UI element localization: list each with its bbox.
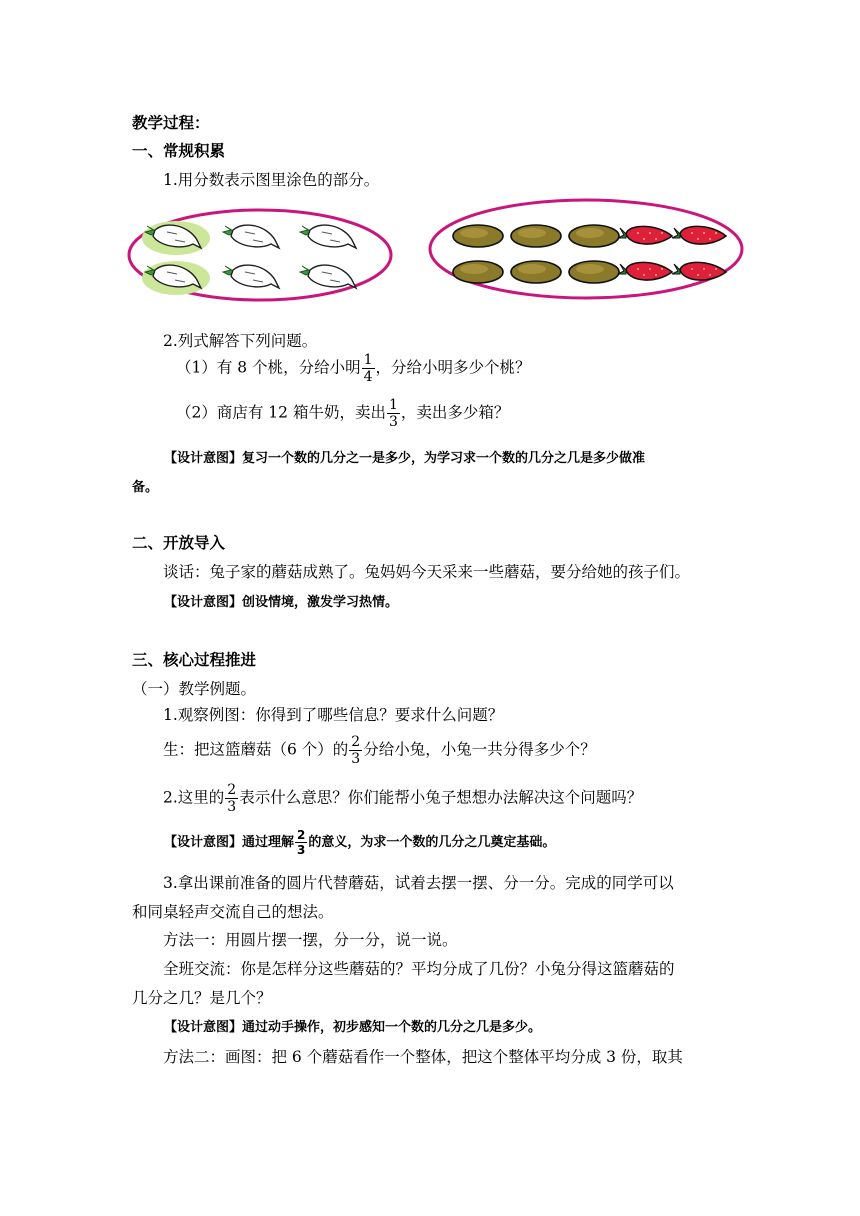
question-1: 1.用分数表示图里涂色的部分。 [163, 171, 380, 189]
section3-p6-line1: 全班交流：你是怎样分这些蘑菇的？平均分成了几份？小兔分得这篮蘑菇的 [163, 960, 675, 978]
section3-p2: 生：把这篮蘑菇（6 个）的 $\frac{2}{3}$ 分给小兔，小兔一共分得多少个？ [163, 734, 596, 767]
design-note-3: 【设计意图】通过理解 $\frac{2}{3}$ 的意义，为求一个数的几分之几奠定基础。 [164, 828, 556, 857]
section3-p3: 2.这里的 $\frac{2}{3}$ 表示什么意思？你们能帮小兔子想想办法解决这个问题吗？ [163, 782, 643, 815]
section1-heading: 一、常规积累 [132, 142, 226, 160]
fraction-2-3: $\frac{2}{3}$ [297, 828, 306, 857]
design-note-1-line2: 备。 [132, 480, 159, 495]
question-2a: （1）有 8 个桃，分给小明 $\frac{1}{4}$ ，分给小明多少个桃？ [176, 352, 531, 385]
section3-p4-line2: 和同桌轻声交流自己的想法。 [132, 903, 334, 921]
strawberry-icon [672, 226, 726, 244]
kiwi-icon [453, 261, 503, 283]
strawberry-icon [618, 226, 672, 244]
kiwi-icon [569, 261, 619, 283]
fruit-figure [426, 196, 746, 304]
kiwi-icon [511, 225, 561, 247]
question-2b: （2）商店有 12 箱牛奶，卖出 $\frac{1}{3}$ ，卖出多少箱？ [176, 397, 510, 430]
radish-figure [126, 206, 394, 304]
fraction-1-3: $\frac{1}{3}$ [388, 397, 398, 430]
section3-p1: 1.观察例图：你得到了哪些信息？要求什么问题？ [163, 706, 504, 724]
section2-heading: 二、开放导入 [132, 534, 226, 552]
design-note-2: 【设计意图】创设情境，激发学习热情。 [164, 595, 399, 610]
kiwi-icon [569, 225, 619, 247]
design-note-1-line1: 【设计意图】复习一个数的几分之一是多少，为学习求一个数的几分之几是多少做准 [164, 451, 646, 466]
section3-heading: 三、核心过程推进 [132, 651, 257, 669]
radish-icon [300, 265, 356, 288]
radish-icon [300, 225, 356, 248]
strawberry-icon [672, 262, 726, 280]
section3-sub1: （一）教学例题。 [132, 680, 257, 698]
fraction-2-3: $\frac{2}{3}$ [351, 734, 361, 767]
design-note-4: 【设计意图】通过动手操作，初步感知一个数的几分之几是多少。 [164, 1020, 542, 1035]
kiwi-icon [511, 261, 561, 283]
section3-p4-line1: 3.拿出课前准备的圆片代替蘑菇，试着去摆一摆、分一分。完成的同学可以 [163, 874, 674, 892]
radish-icon [223, 225, 279, 248]
section3-p5: 方法一：用圆片摆一摆，分一分，说一说。 [163, 931, 458, 949]
question-2: 2.列式解答下列问题。 [163, 332, 318, 350]
fraction-2-3: $\frac{2}{3}$ [227, 782, 237, 815]
radish-icon [223, 265, 279, 288]
radish-icon [142, 221, 210, 255]
page-title: 教学过程： [132, 114, 210, 132]
radish-icon [142, 261, 210, 295]
kiwi-icon [453, 225, 503, 247]
section2-text: 谈话：兔子家的蘑菇成熟了。兔妈妈今天采来一些蘑菇，要分给她的孩子们。 [163, 563, 691, 581]
section3-p6-line2: 几分之几？是几个？ [132, 989, 272, 1007]
strawberry-icon [618, 262, 672, 280]
fraction-1-4: $\frac{1}{4}$ [363, 352, 373, 385]
section3-p7: 方法二：画图：把 6 个蘑菇看作一个整体，把这个整体平均分成 3 份，取其 [163, 1048, 683, 1066]
